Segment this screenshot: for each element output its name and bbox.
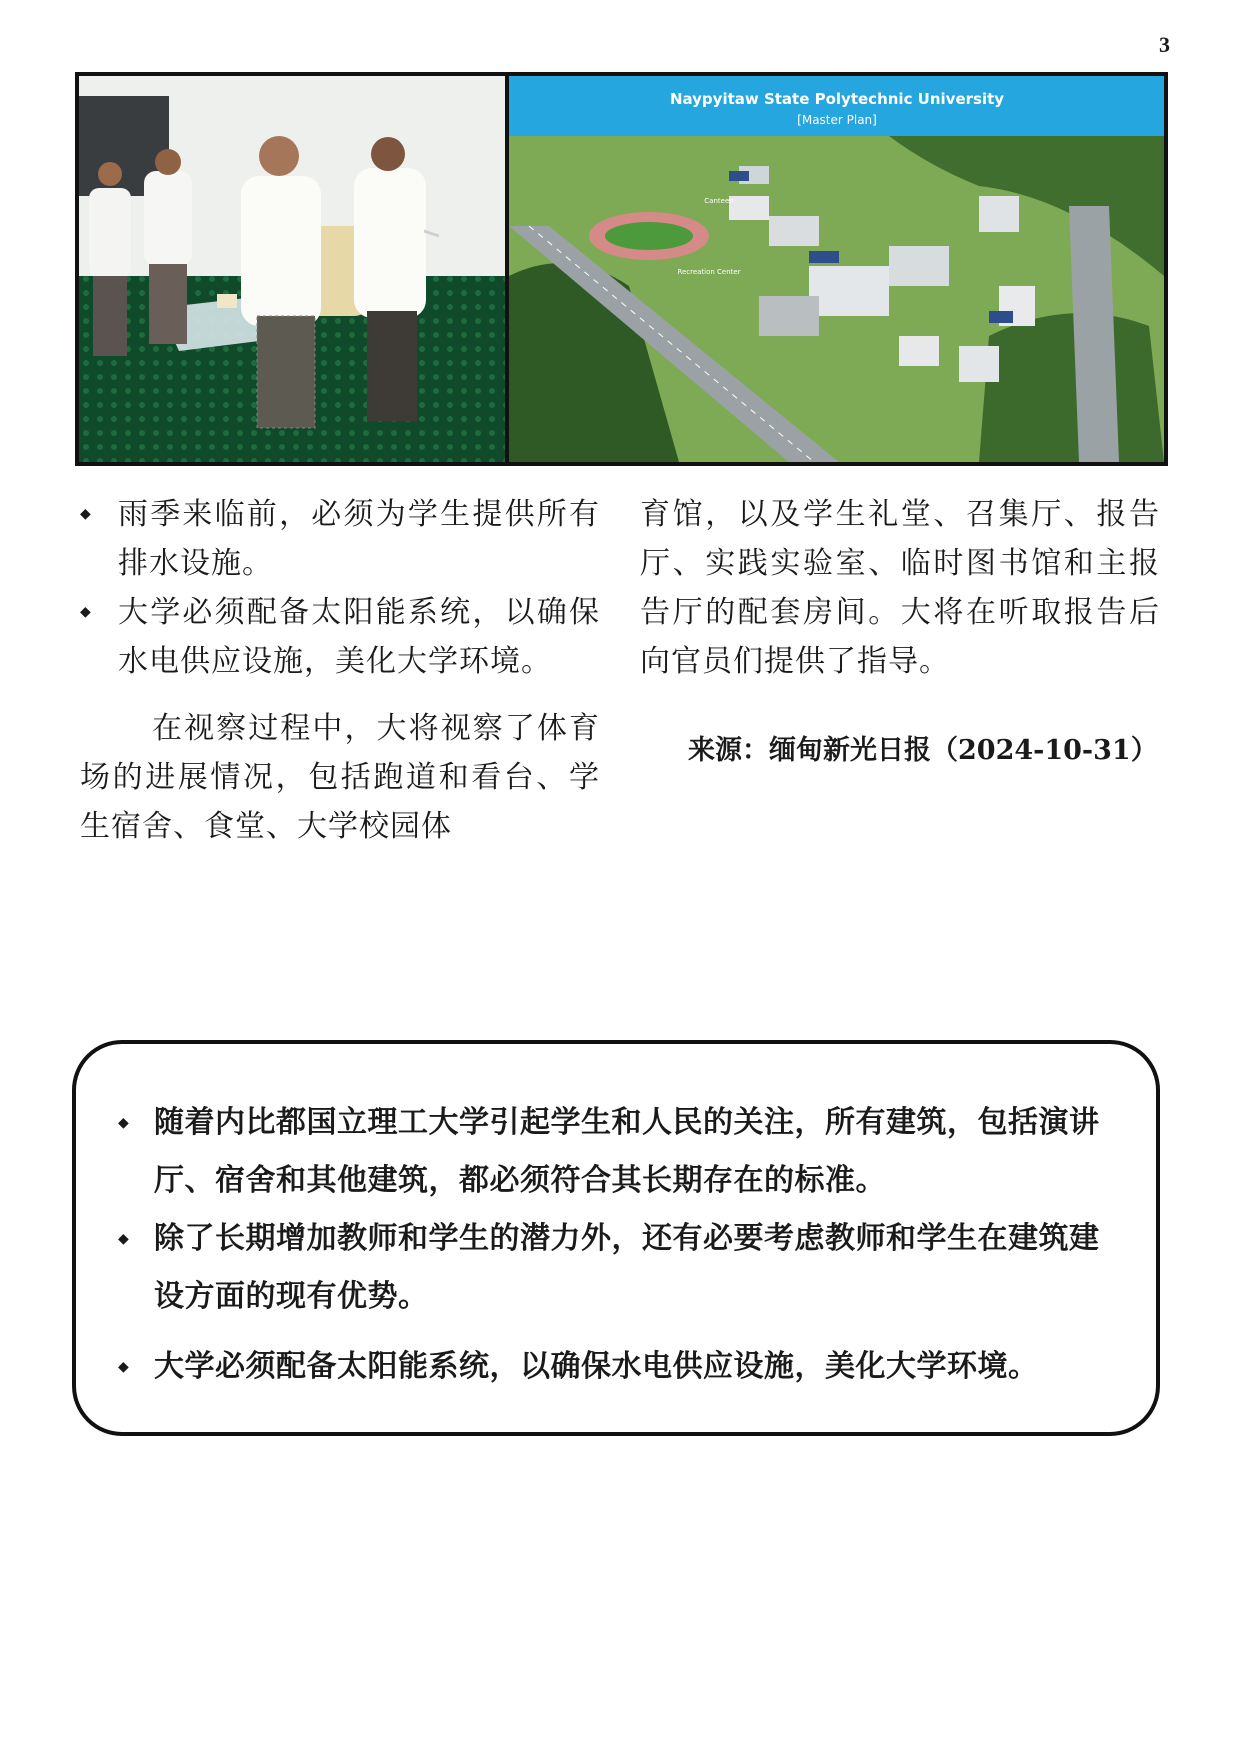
body-paragraph: 在视察过程中，大将视察了体育场的进展情况，包括跑道和看台、学生宿舍、食堂、大学校园体 (80, 711, 600, 844)
summary-text: 大学必须配备太阳能系统，以确保水电供应设施，美化大学环境。 (154, 1349, 1039, 1384)
diamond-bullet-icon: ◆ (80, 506, 92, 522)
master-plan-subtitle: [Master Plan] (797, 113, 877, 127)
list-item (80, 490, 600, 588)
canteen-label: Canteen (704, 197, 734, 205)
body-paragraph-continued: 育馆，以及学生礼堂、召集厅、报告厅、实践实验室、临时图书馆和主报告厅的配套房间。大将在听取报告后向官员们提供了指导。 (640, 497, 1160, 679)
left-column (80, 490, 600, 851)
recreation-center-label: Recreation Center (677, 268, 741, 276)
list-item (118, 1094, 1120, 1210)
diamond-bullet-icon: ◆ (80, 604, 92, 620)
list-item (118, 1338, 1120, 1396)
master-plan-image (509, 76, 1164, 462)
right-column (640, 490, 1160, 775)
bullet-text: 雨季来临前，必须为学生提供所有排水设施。 (118, 497, 600, 581)
inspection-photo (79, 76, 505, 462)
master-plan-title: Naypyitaw State Polytechnic University (669, 90, 1005, 108)
bullet-text: 大学必须配备太阳能系统，以确保水电供应设施，美化大学环境。 (118, 595, 600, 679)
diamond-bullet-icon: ◆ (118, 1359, 130, 1375)
summary-box (72, 1040, 1160, 1436)
summary-text: 随着内比都国立理工大学引起学生和人民的关注，所有建筑，包括演讲厅、宿舍和其他建筑，都必须符合其长期存在的标准。 (154, 1105, 1100, 1198)
page-number: 3 (1159, 32, 1170, 57)
diamond-bullet-icon: ◆ (118, 1115, 130, 1131)
source-citation: 来源：缅甸新光日报（2024-10-31） (688, 735, 1158, 766)
diamond-bullet-icon: ◆ (118, 1231, 130, 1247)
summary-text: 除了长期增加教师和学生的潜力外，还有必要考虑教师和学生在建筑建设方面的现有优势。 (154, 1221, 1100, 1314)
left-bullet-list (80, 490, 600, 686)
summary-list (118, 1094, 1120, 1396)
photo-row (75, 72, 1168, 466)
list-item (80, 588, 600, 686)
list-item (118, 1210, 1120, 1326)
